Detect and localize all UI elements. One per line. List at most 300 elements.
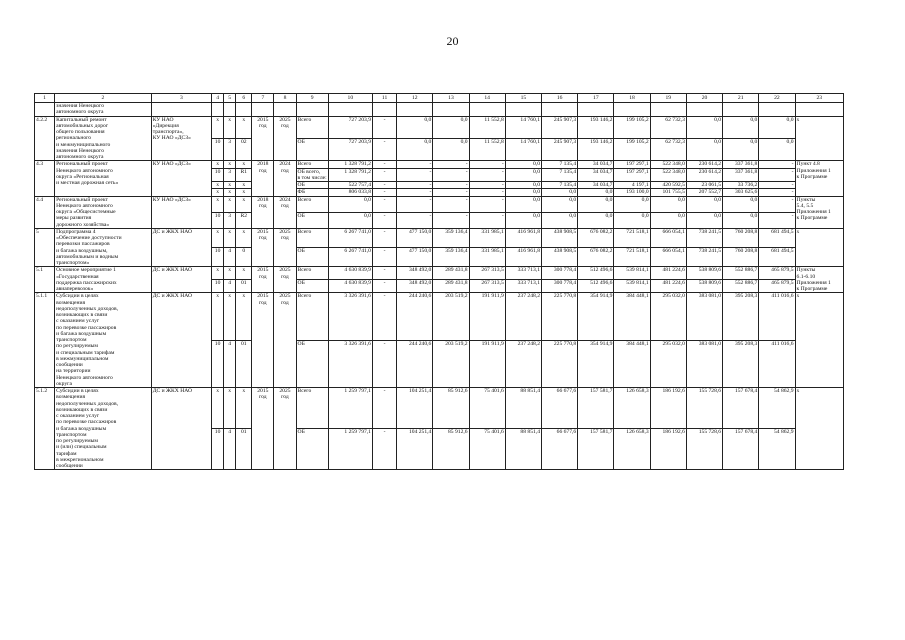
- year-amount: 721 518,1: [614, 248, 650, 267]
- budget-table: [34, 93, 844, 470]
- year-amount: 155 728,6: [686, 388, 722, 429]
- year-amount: 0,0: [759, 138, 795, 160]
- year-amount: 225 770,8: [542, 340, 578, 387]
- table-row: [35, 267, 844, 280]
- empty-cell: [151, 103, 211, 117]
- year-amount: 411 016,6: [759, 293, 795, 340]
- column-number: 8: [274, 94, 296, 103]
- year-amount: -: [433, 189, 469, 196]
- code-cell: 10: [212, 248, 224, 267]
- year-amount: 157 581,7: [578, 388, 614, 429]
- end-year: 2025 год: [274, 116, 296, 161]
- year-amount: -: [372, 267, 396, 280]
- total-amount: 0,0: [328, 196, 372, 212]
- code-cell: 4: [224, 280, 236, 293]
- year-amount: 14 760,1: [505, 138, 541, 160]
- code-cell: х: [212, 182, 224, 189]
- year-amount: 207 552,7: [686, 189, 722, 196]
- page-number: 20: [446, 34, 459, 48]
- column-number: 6: [236, 94, 252, 103]
- year-amount: -: [372, 196, 396, 212]
- year-amount: 0,0: [433, 138, 469, 160]
- year-amount: 359 136,4: [433, 248, 469, 267]
- year-amount: -: [759, 161, 795, 168]
- code-cell: х: [236, 116, 252, 138]
- total-amount: 727 203,9: [328, 116, 372, 138]
- end-year: 2024 год: [274, 161, 296, 196]
- empty-cell: [614, 103, 650, 117]
- year-amount: 88 851,4: [505, 429, 541, 470]
- year-amount: 331 985,1: [469, 248, 505, 267]
- year-amount: 0,0: [723, 138, 759, 160]
- empty-cell: [212, 103, 224, 117]
- year-amount: 85 912,6: [433, 429, 469, 470]
- end-year: 2025 год: [274, 293, 296, 388]
- year-amount: -: [397, 189, 433, 196]
- funding-source: Всего: [296, 196, 328, 212]
- continuation-text: значения Ненецкого автономного округа: [55, 103, 152, 117]
- start-year: 2018 год: [252, 196, 274, 228]
- measure-name: Региональный проект Ненецкого автономного округа «Региональная и местная дорожная сеть»: [55, 161, 152, 196]
- year-amount: 295 032,0: [650, 340, 686, 387]
- code-cell: 3: [224, 168, 236, 182]
- executor: КУ НАО «Дирекция транспорта», КУ НАО «ДСЗ»: [151, 116, 211, 161]
- year-amount: 0,0: [505, 189, 541, 196]
- year-amount: -: [372, 248, 396, 267]
- year-amount: 66 677,6: [542, 429, 578, 470]
- empty-cell: [505, 103, 541, 117]
- year-amount: -: [759, 196, 795, 212]
- executor: ДС и ЖКХ НАО: [151, 267, 211, 293]
- year-amount: 681 494,5: [759, 228, 795, 247]
- year-amount: 465 879,5: [759, 267, 795, 280]
- year-amount: 62 732,3: [650, 138, 686, 160]
- total-amount: 6 267 741,0: [328, 228, 372, 247]
- note-cell: х: [795, 293, 843, 388]
- year-amount: 75 401,6: [469, 429, 505, 470]
- year-amount: 104 251,4: [397, 429, 433, 470]
- year-amount: 244 240,6: [397, 340, 433, 387]
- column-number: 7: [252, 94, 274, 103]
- year-amount: 760 208,8: [723, 248, 759, 267]
- table-row: [35, 116, 844, 138]
- row-number: 5.1.1: [35, 293, 55, 388]
- year-amount: -: [759, 168, 795, 182]
- year-amount: 0,0: [505, 161, 541, 168]
- total-amount: 1 259 797,1: [328, 388, 372, 429]
- code-cell: 4: [224, 248, 236, 267]
- code-cell: 01: [236, 429, 252, 470]
- funding-source: ФБ: [296, 189, 328, 196]
- code-cell: R2: [236, 212, 252, 228]
- year-amount: -: [433, 168, 469, 182]
- code-cell: 0: [236, 248, 252, 267]
- year-amount: 126 658,3: [614, 429, 650, 470]
- year-amount: -: [433, 182, 469, 189]
- year-amount: -: [372, 116, 396, 138]
- year-amount: 676 082,2: [578, 228, 614, 247]
- year-amount: 34 034,7: [578, 168, 614, 182]
- year-amount: 0,0: [578, 212, 614, 228]
- year-amount: 0,0: [723, 116, 759, 138]
- total-amount: 3 326 391,6: [328, 293, 372, 340]
- total-amount: 4 630 839,9: [328, 280, 372, 293]
- column-number: 18: [614, 94, 650, 103]
- year-amount: 411 016,6: [759, 340, 795, 387]
- table-row: [35, 196, 844, 212]
- code-cell: х: [224, 116, 236, 138]
- year-amount: -: [397, 161, 433, 168]
- column-number: 1: [35, 94, 55, 103]
- empty-cell: [650, 103, 686, 117]
- code-cell: х: [236, 228, 252, 247]
- year-amount: -: [372, 182, 396, 189]
- year-amount: 126 658,3: [614, 388, 650, 429]
- year-amount: 7 135,4: [542, 182, 578, 189]
- year-amount: 193 100,0: [614, 189, 650, 196]
- continuation-row: [35, 103, 844, 117]
- year-amount: 359 136,4: [433, 228, 469, 247]
- column-number: 5: [224, 94, 236, 103]
- total-amount: 806 033,8: [328, 189, 372, 196]
- year-amount: 7 135,4: [542, 161, 578, 168]
- executor: КУ НАО «ДСЗ»: [151, 161, 211, 196]
- year-amount: 465 879,5: [759, 280, 795, 293]
- note-cell: х: [795, 388, 843, 470]
- empty-cell: [542, 103, 578, 117]
- start-year: 2015 год: [252, 293, 274, 388]
- year-amount: -: [372, 161, 396, 168]
- code-cell: х: [236, 267, 252, 280]
- year-amount: 34 034,7: [578, 161, 614, 168]
- year-amount: 348 492,0: [397, 267, 433, 280]
- year-amount: 522 348,0: [650, 168, 686, 182]
- year-amount: -: [433, 212, 469, 228]
- code-cell: 3: [224, 212, 236, 228]
- year-amount: -: [433, 161, 469, 168]
- column-number: 19: [650, 94, 686, 103]
- year-amount: -: [372, 280, 396, 293]
- year-amount: 0,0: [505, 168, 541, 182]
- funding-source: Всего: [296, 161, 328, 168]
- funding-source: ОБ: [296, 248, 328, 267]
- empty-cell: [274, 103, 296, 117]
- column-number: 11: [372, 94, 396, 103]
- code-cell: 01: [236, 280, 252, 293]
- year-amount: 738 241,5: [686, 228, 722, 247]
- code-cell: х: [236, 388, 252, 429]
- end-year: 2025 год: [274, 228, 296, 267]
- note-cell: х: [795, 228, 843, 267]
- funding-source: ОБ: [296, 340, 328, 387]
- year-amount: 395 208,3: [723, 293, 759, 340]
- year-amount: -: [469, 212, 505, 228]
- empty-cell: [224, 103, 236, 117]
- measure-name: Подпрограмма 4 «Обеспечение доступности перевозки пассажиров и багажа воздушным, автомобильным и водным транспортом»: [55, 228, 152, 267]
- column-number: 16: [542, 94, 578, 103]
- year-amount: 354 914,9: [578, 340, 614, 387]
- executor: ДС и ЖКХ НАО: [151, 388, 211, 470]
- year-amount: -: [759, 182, 795, 189]
- total-amount: 6 267 741,0: [328, 248, 372, 267]
- year-amount: 354 914,9: [578, 293, 614, 340]
- funding-source: Всего: [296, 228, 328, 247]
- year-amount: 666 054,1: [650, 228, 686, 247]
- note-cell: х: [795, 116, 843, 161]
- year-amount: 203 519,2: [433, 293, 469, 340]
- code-cell: х: [212, 293, 224, 340]
- column-number: 20: [686, 94, 722, 103]
- year-amount: 197 297,1: [614, 161, 650, 168]
- year-amount: 477 150,0: [397, 228, 433, 247]
- year-amount: 4 197,1: [614, 182, 650, 189]
- year-amount: 0,0: [542, 196, 578, 212]
- column-number: 22: [759, 94, 795, 103]
- note-cell: Пункт 4.8 Приложения 1 к Программе: [795, 161, 843, 196]
- year-amount: -: [759, 189, 795, 196]
- code-cell: х: [212, 116, 224, 138]
- year-amount: 333 713,1: [505, 280, 541, 293]
- empty-cell: [296, 103, 328, 117]
- funding-source: Всего: [296, 293, 328, 340]
- year-amount: 54 862,9: [759, 388, 795, 429]
- total-amount: 0,0: [328, 212, 372, 228]
- table-row: [35, 228, 844, 247]
- year-amount: 438 908,5: [542, 228, 578, 247]
- year-amount: 7 135,4: [542, 168, 578, 182]
- code-cell: х: [224, 182, 236, 189]
- code-cell: 4: [224, 429, 236, 470]
- year-amount: 199 105,2: [614, 138, 650, 160]
- code-cell: R1: [236, 168, 252, 182]
- empty-cell: [759, 103, 795, 117]
- year-amount: 395 208,3: [723, 340, 759, 387]
- empty-cell: [723, 103, 759, 117]
- year-amount: 101 755,5: [650, 189, 686, 196]
- year-amount: 66 677,6: [542, 388, 578, 429]
- year-amount: -: [372, 293, 396, 340]
- year-amount: 0,0: [686, 212, 722, 228]
- note-cell: Пункты 6.1-6.10 Приложения 1 к Программе: [795, 267, 843, 293]
- year-amount: 54 862,9: [759, 429, 795, 470]
- year-amount: -: [372, 340, 396, 387]
- measure-name: Региональный проект Ненецкого автономного округа «Общесистемные меры развития дорожного хозяйства»: [55, 196, 152, 228]
- code-cell: х: [236, 182, 252, 189]
- year-amount: -: [397, 212, 433, 228]
- year-amount: 384 448,1: [614, 340, 650, 387]
- year-amount: 0,0: [397, 116, 433, 138]
- year-amount: 383 081,0: [686, 293, 722, 340]
- funding-source: ОБ: [296, 138, 328, 160]
- funding-source: ОБ: [296, 280, 328, 293]
- code-cell: х: [224, 189, 236, 196]
- year-amount: 0,0: [578, 196, 614, 212]
- code-cell: х: [224, 267, 236, 280]
- year-amount: -: [469, 189, 505, 196]
- year-amount: 11 552,8: [469, 138, 505, 160]
- code-cell: 10: [212, 168, 224, 182]
- total-amount: 1 259 797,1: [328, 429, 372, 470]
- funding-source: ОБ: [296, 429, 328, 470]
- year-amount: 267 313,5: [469, 267, 505, 280]
- measure-name: Капитальный ремонт автомобильных дорог общего пользования регионального и межмуниципального значения Ненецкого автономного округа: [55, 116, 152, 161]
- year-amount: 416 961,8: [505, 248, 541, 267]
- column-number: 23: [795, 94, 843, 103]
- year-amount: 0,0: [433, 116, 469, 138]
- code-cell: 10: [212, 138, 224, 160]
- empty-cell: [686, 103, 722, 117]
- year-amount: 0,0: [723, 212, 759, 228]
- year-amount: 0,0: [505, 196, 541, 212]
- column-number: 12: [397, 94, 433, 103]
- year-amount: 85 912,6: [433, 388, 469, 429]
- year-amount: -: [372, 168, 396, 182]
- column-number: 10: [328, 94, 372, 103]
- year-amount: 0,0: [542, 189, 578, 196]
- code-cell: х: [224, 228, 236, 247]
- total-amount: 1 328 791,2: [328, 161, 372, 168]
- column-number: 2: [55, 94, 152, 103]
- year-amount: 512 496,6: [578, 280, 614, 293]
- code-cell: 01: [236, 340, 252, 387]
- table-row: [35, 388, 844, 429]
- start-year: 2018 год: [252, 161, 274, 196]
- row-number: 5.1: [35, 267, 55, 293]
- year-amount: 552 886,7: [723, 280, 759, 293]
- year-amount: 348 492,0: [397, 280, 433, 293]
- row-number: 5.1.2: [35, 388, 55, 470]
- year-amount: -: [372, 138, 396, 160]
- year-amount: 191 911,9: [469, 340, 505, 387]
- year-amount: -: [469, 182, 505, 189]
- year-amount: 14 760,1: [505, 116, 541, 138]
- year-amount: 721 518,1: [614, 228, 650, 247]
- empty-cell: [469, 103, 505, 117]
- funding-source: Всего: [296, 116, 328, 138]
- year-amount: 512 496,6: [578, 267, 614, 280]
- code-cell: х: [236, 196, 252, 212]
- year-amount: 477 150,0: [397, 248, 433, 267]
- year-amount: 0,0: [759, 116, 795, 138]
- year-amount: -: [372, 388, 396, 429]
- code-cell: 10: [212, 340, 224, 387]
- end-year: 2025 год: [274, 267, 296, 293]
- code-cell: 10: [212, 212, 224, 228]
- year-amount: 23 061,5: [686, 182, 722, 189]
- code-cell: х: [224, 293, 236, 340]
- year-amount: 0,0: [397, 138, 433, 160]
- code-cell: х: [236, 189, 252, 196]
- total-amount: 1 328 791,2: [328, 168, 372, 182]
- code-cell: х: [224, 196, 236, 212]
- year-amount: 199 105,2: [614, 116, 650, 138]
- column-number: 9: [296, 94, 328, 103]
- funding-source: Всего: [296, 267, 328, 280]
- empty-cell: [795, 103, 843, 117]
- year-amount: 88 851,4: [505, 388, 541, 429]
- year-amount: 438 908,5: [542, 248, 578, 267]
- year-amount: 300 778,4: [542, 267, 578, 280]
- year-amount: 0,0: [650, 196, 686, 212]
- year-amount: -: [372, 212, 396, 228]
- code-cell: х: [212, 228, 224, 247]
- empty-cell: [252, 103, 274, 117]
- year-amount: 481 224,6: [650, 267, 686, 280]
- code-cell: 4: [224, 340, 236, 387]
- start-year: 2015 год: [252, 228, 274, 267]
- year-amount: 0,0: [505, 182, 541, 189]
- year-amount: 11 552,8: [469, 116, 505, 138]
- year-amount: -: [397, 168, 433, 182]
- year-amount: -: [469, 196, 505, 212]
- row-number: 4.2.2: [35, 116, 55, 161]
- year-amount: 0,0: [614, 196, 650, 212]
- year-amount: -: [397, 196, 433, 212]
- year-amount: 337 361,8: [723, 168, 759, 182]
- year-amount: 237 248,2: [505, 293, 541, 340]
- end-year: 2024 год: [274, 196, 296, 228]
- measure-name: Субсидии в целях возмещения недополученных доходов, возникающих в связи с оказанием услуг по перевозке пассажиров и багажа воздушным транспортом по регулируемым и (или) специальным тарифам в межрегиональном сообщении: [55, 388, 152, 470]
- year-amount: 760 208,8: [723, 228, 759, 247]
- start-year: 2015 год: [252, 388, 274, 470]
- year-amount: 244 240,6: [397, 293, 433, 340]
- year-amount: 384 448,1: [614, 293, 650, 340]
- year-amount: 0,0: [686, 116, 722, 138]
- start-year: 2015 год: [252, 267, 274, 293]
- year-amount: 522 348,0: [650, 161, 686, 168]
- code-cell: х: [212, 161, 224, 168]
- year-amount: 186 192,6: [650, 429, 686, 470]
- year-amount: 538 809,6: [686, 267, 722, 280]
- year-amount: 104 251,4: [397, 388, 433, 429]
- year-amount: 0,0: [723, 196, 759, 212]
- empty-cell: [236, 103, 252, 117]
- code-cell: х: [224, 161, 236, 168]
- year-amount: 33 736,2: [723, 182, 759, 189]
- code-cell: х: [212, 388, 224, 429]
- end-year: 2025 год: [274, 388, 296, 470]
- empty-cell: [433, 103, 469, 117]
- empty-cell: [328, 103, 372, 117]
- code-cell: х: [212, 196, 224, 212]
- year-amount: 295 032,0: [650, 293, 686, 340]
- executor: ДС и ЖКХ НАО: [151, 228, 211, 267]
- year-amount: -: [759, 212, 795, 228]
- empty-cell: [397, 103, 433, 117]
- year-amount: 230 614,2: [686, 161, 722, 168]
- funding-source: ОБ: [296, 182, 328, 189]
- year-amount: 230 614,2: [686, 168, 722, 182]
- year-amount: 197 297,1: [614, 168, 650, 182]
- year-amount: 267 313,5: [469, 280, 505, 293]
- year-amount: 0,0: [505, 212, 541, 228]
- year-amount: -: [469, 161, 505, 168]
- header-row: [35, 94, 844, 103]
- year-amount: 303 625,6: [723, 189, 759, 196]
- empty-cell: [372, 103, 396, 117]
- funding-source: ОБ всего, в том числе:: [297, 168, 327, 181]
- start-year: 2015 год: [252, 116, 274, 161]
- executor: ДС и ЖКХ НАО: [151, 293, 211, 388]
- year-amount: 245 907,3: [542, 116, 578, 138]
- measure-name: Субсидии в целях возмещения недополученных доходов, возникающих в связи с оказанием услуг по перевозке пассажиров и багажа воздушным транспортом по регулируемым и специальным тарифам в межмуниципальном сообщении на территории Ненецкого автономного округа: [55, 293, 152, 388]
- year-amount: 420 592,5: [650, 182, 686, 189]
- year-amount: 203 519,2: [433, 340, 469, 387]
- code-cell: х: [236, 293, 252, 340]
- year-amount: 75 401,6: [469, 388, 505, 429]
- column-number: 21: [723, 94, 759, 103]
- year-amount: 0,0: [686, 196, 722, 212]
